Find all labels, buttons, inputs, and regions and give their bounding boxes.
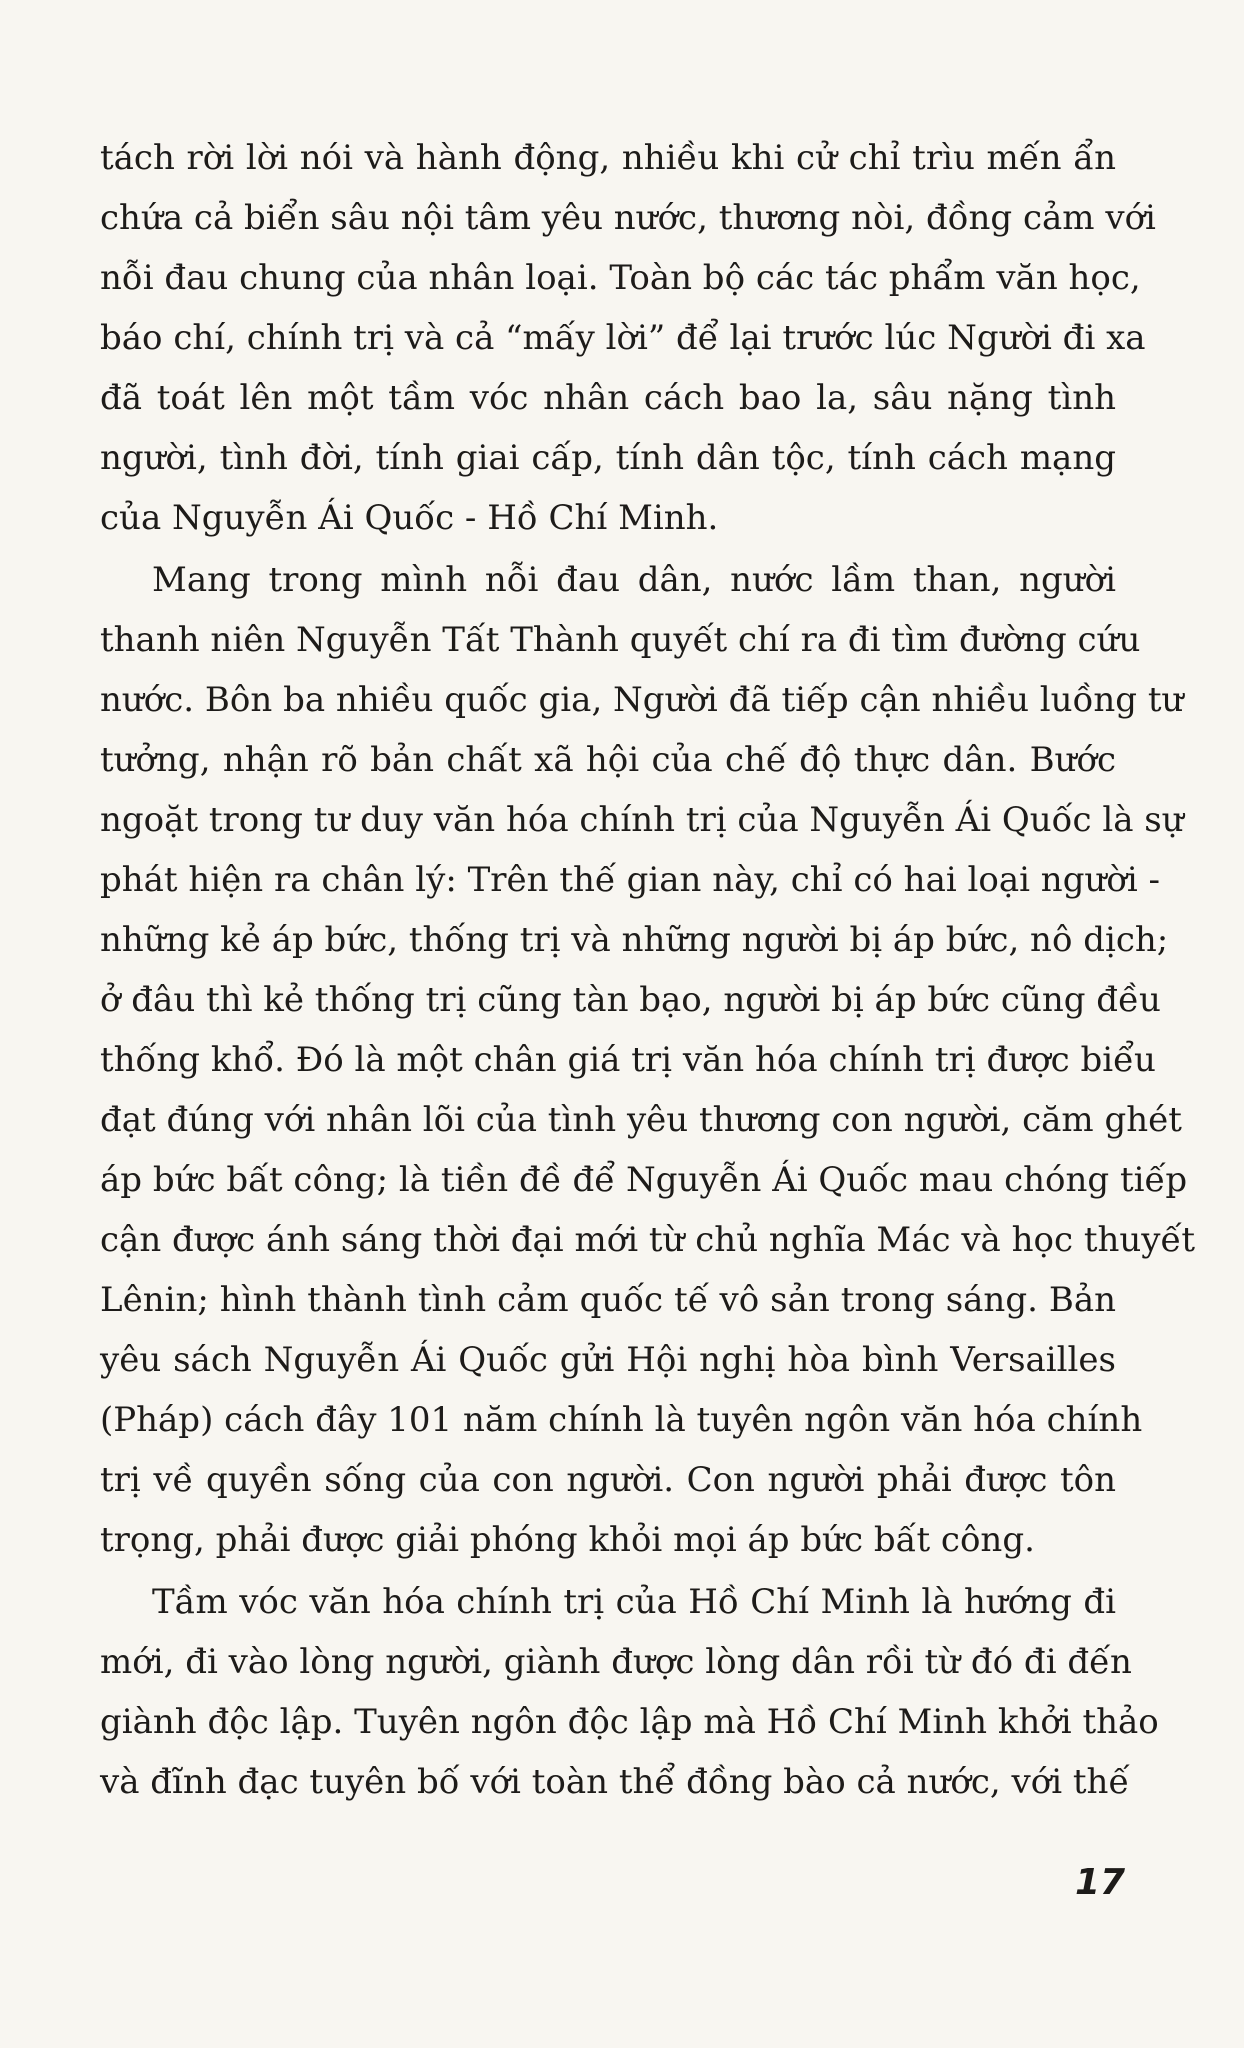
text-line: giành độc lập. Tuyên ngôn độc lập mà Hồ Chí Minh khởi thảo xyxy=(100,1702,1159,1742)
body-text xyxy=(100,128,1196,1812)
text-line: nước. Bôn ba nhiều quốc gia, Người đã tiếp cận nhiều luồng tư xyxy=(100,680,1184,720)
text-line: trọng, phải được giải phóng khỏi mọi áp bức bất công. xyxy=(100,1520,1035,1560)
text-line: và đĩnh đạc tuyên bố với toàn thể đồng bào cả nước, với thế xyxy=(100,1762,1130,1802)
text-line: ở đâu thì kẻ thống trị cũng tàn bạo, người bị áp bức cũng đều xyxy=(100,980,1161,1020)
text-line: của Nguyễn Ái Quốc - Hồ Chí Minh. xyxy=(100,498,719,538)
text-line: chứa cả biển sâu nội tâm yêu nước, thương nòi, đồng cảm với xyxy=(100,198,1156,238)
text-line: (Pháp) cách đây 101 năm chính là tuyên ngôn văn hóa chính xyxy=(100,1400,1143,1440)
text-line: người, tình đời, tính giai cấp, tính dân tộc, tính cách mạng xyxy=(100,438,1116,478)
text-line: tưởng, nhận rõ bản chất xã hội của chế độ thực dân. Bước xyxy=(100,740,1116,780)
text-line: nỗi đau chung của nhân loại. Toàn bộ các tác phẩm văn học, xyxy=(100,258,1141,298)
text-line: đã toát lên một tầm vóc nhân cách bao la, sâu nặng tình xyxy=(100,378,1116,418)
text-line: trị về quyền sống của con người. Con người phải được tôn xyxy=(100,1460,1116,1500)
text-line: mới, đi vào lòng người, giành được lòng dân rồi từ đó đi đến xyxy=(100,1642,1132,1682)
text-line: Tầm vóc văn hóa chính trị của Hồ Chí Minh là hướng đi xyxy=(152,1582,1116,1622)
text-line: yêu sách Nguyễn Ái Quốc gửi Hội nghị hòa bình Versailles xyxy=(100,1340,1116,1380)
paragraph-1 xyxy=(100,128,1156,548)
text-line: Mang trong mình nỗi đau dân, nước lầm than, người xyxy=(152,560,1116,600)
text-line: Lênin; hình thành tình cảm quốc tế vô sản trong sáng. Bản xyxy=(100,1280,1116,1320)
text-line: những kẻ áp bức, thống trị và những người bị áp bức, nô dịch; xyxy=(100,920,1169,960)
page-number: 17 xyxy=(1075,1862,1126,1903)
paragraph-3 xyxy=(100,1572,1159,1812)
paragraph-2 xyxy=(100,550,1196,1570)
text-line: phát hiện ra chân lý: Trên thế gian này, chỉ có hai loại người - xyxy=(100,860,1161,900)
text-line: đạt đúng với nhân lõi của tình yêu thương con người, căm ghét xyxy=(100,1100,1182,1140)
text-line: cận được ánh sáng thời đại mới từ chủ nghĩa Mác và học thuyết xyxy=(100,1220,1196,1260)
text-line: thanh niên Nguyễn Tất Thành quyết chí ra đi tìm đường cứu xyxy=(100,620,1141,660)
text-line: ngoặt trong tư duy văn hóa chính trị của Nguyễn Ái Quốc là sự xyxy=(100,800,1184,840)
text-line: tách rời lời nói và hành động, nhiều khi cử chỉ trìu mến ẩn xyxy=(100,138,1116,178)
text-line: áp bức bất công; là tiền đề để Nguyễn Ái Quốc mau chóng tiếp xyxy=(100,1160,1188,1200)
text-line: báo chí, chính trị và cả “mấy lời” để lại trước lúc Người đi xa xyxy=(100,318,1146,358)
text-line: thống khổ. Đó là một chân giá trị văn hóa chính trị được biểu xyxy=(100,1040,1156,1080)
